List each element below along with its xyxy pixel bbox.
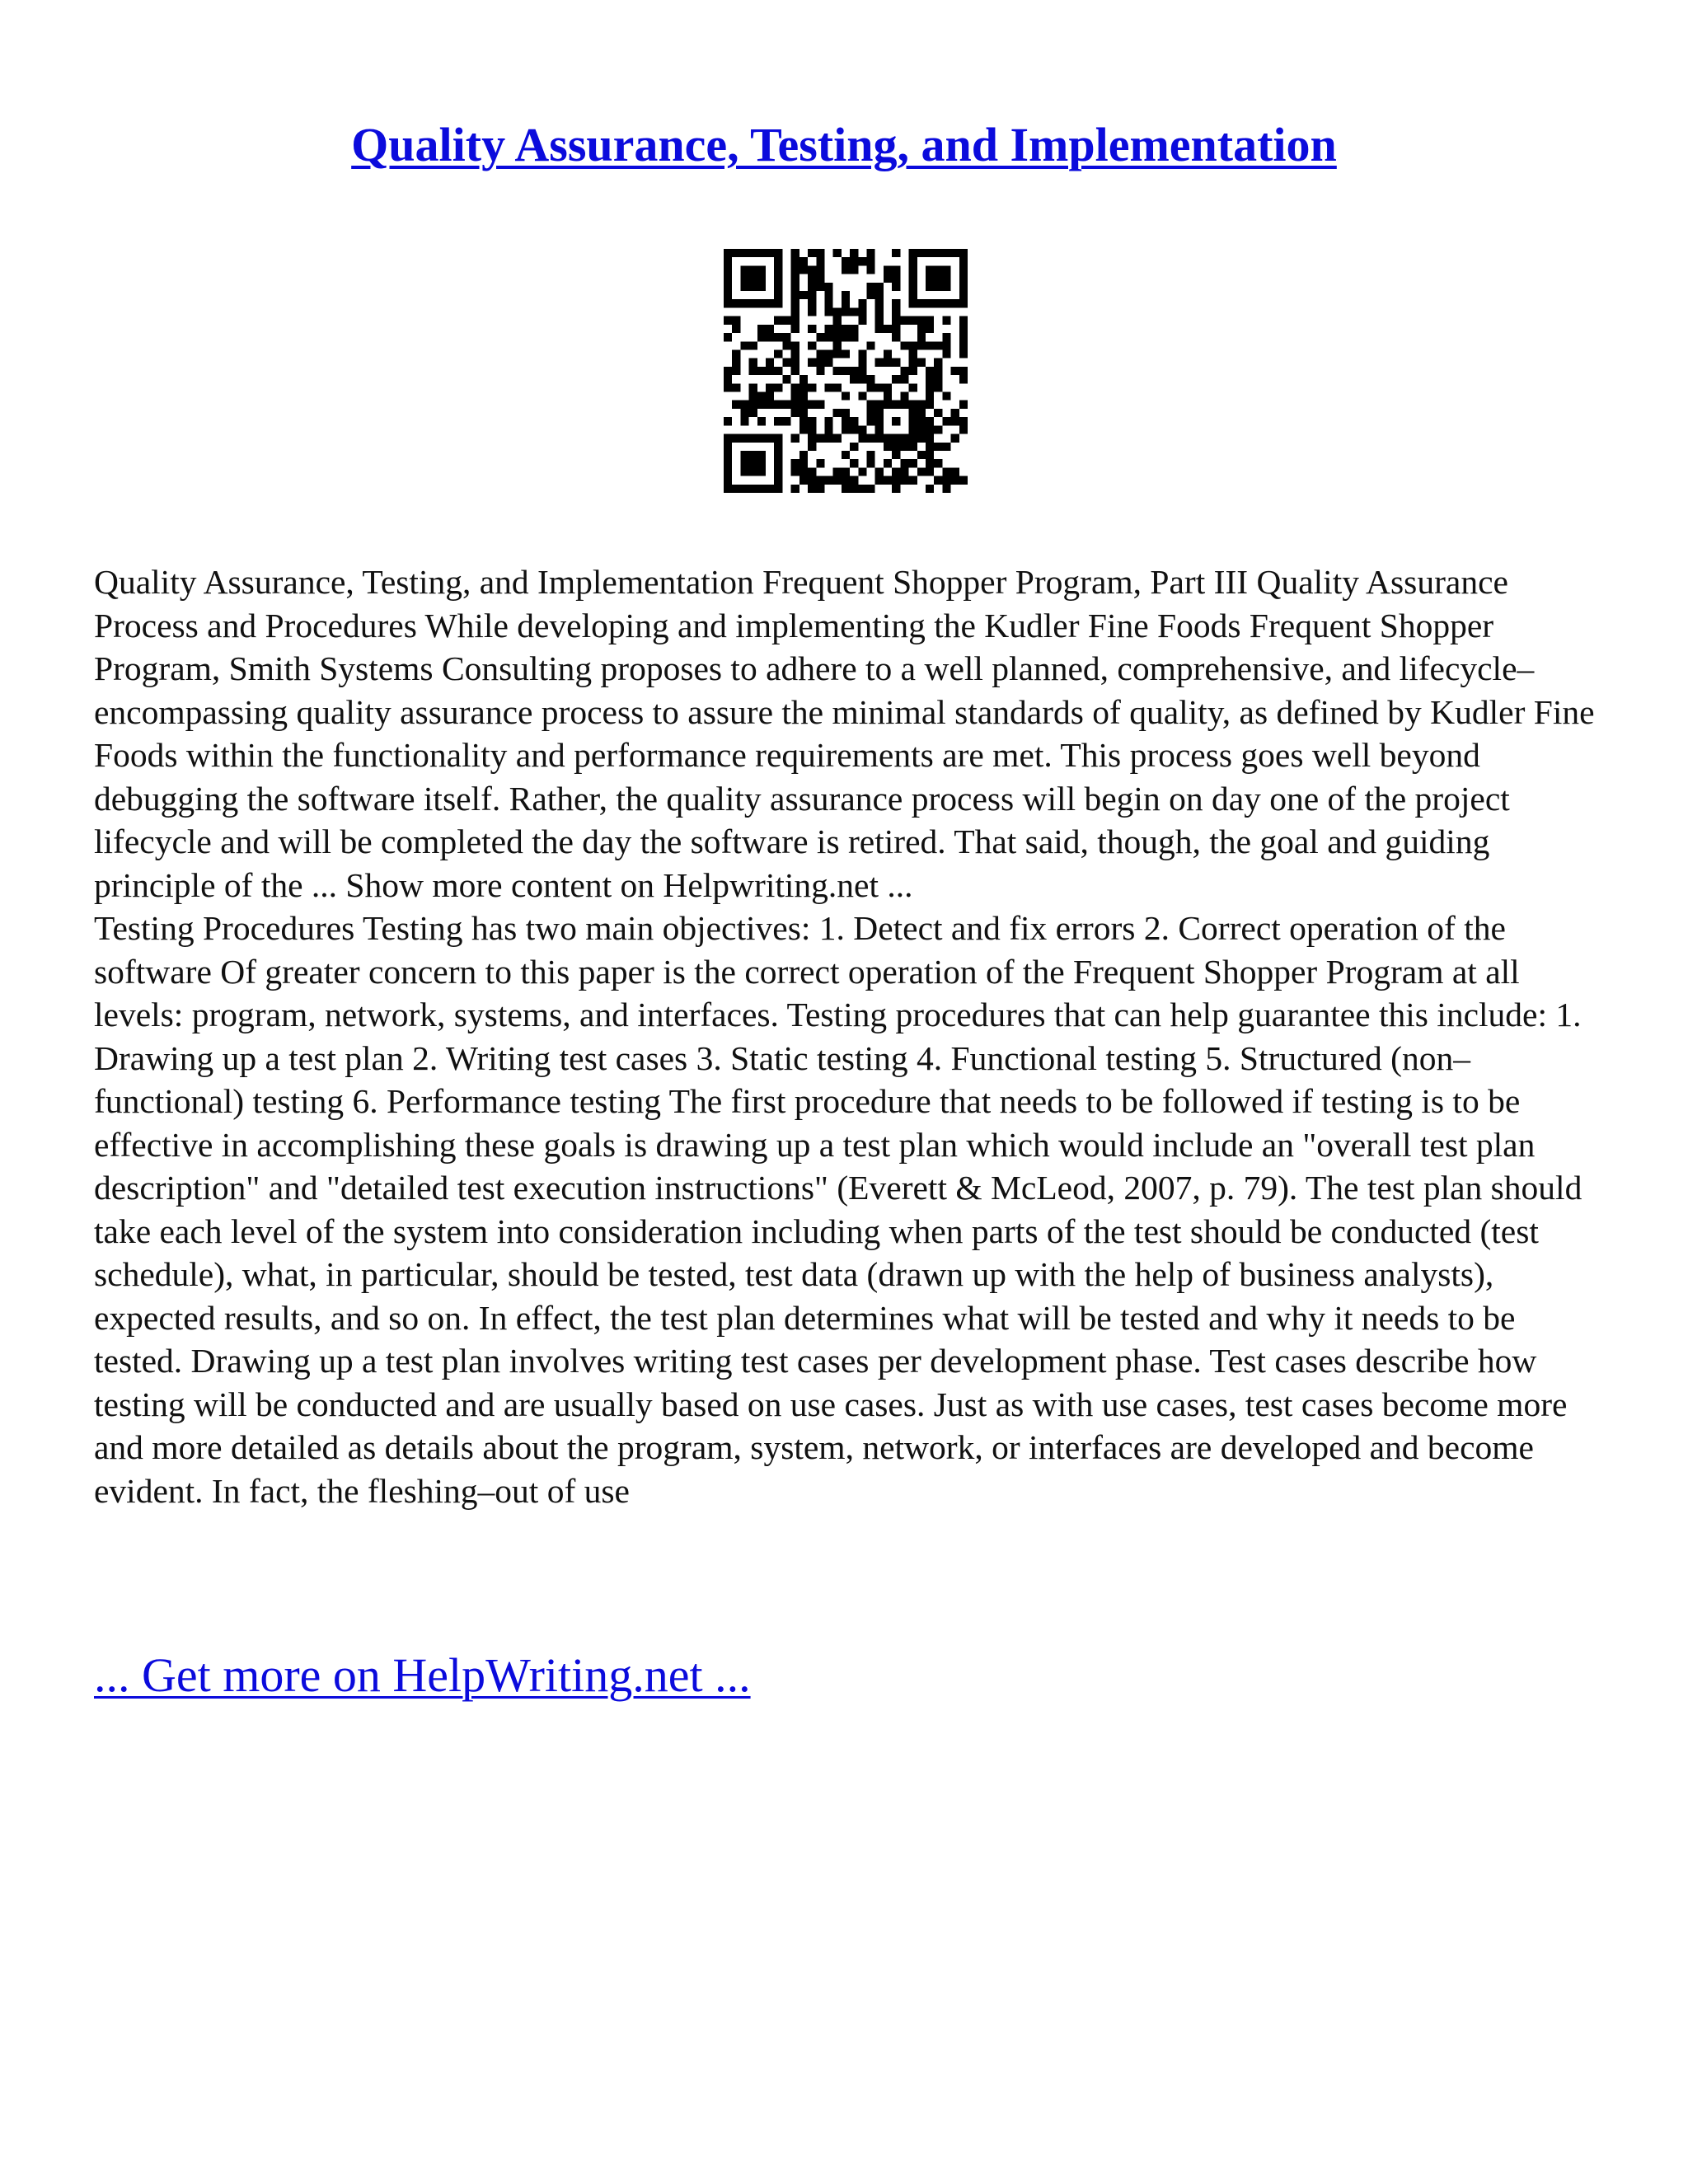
title-link[interactable]: Quality Assurance, Testing, and Implementation [351, 118, 1337, 171]
paragraph-testing-procedures: Testing Procedures Testing has two main objectives: 1. Detect and fix errors 2. Correct operation of the software Of greater concern to this paper is the correct operation of the Frequent Shopper Program at all levels: program, network, systems, and interfaces. Testing procedures that can help guarantee this include: 1. Drawing up a test plan 2. Writing test cases 3. Static testing 4. Functional testing 5. Structured (non–functional) testing 6. Performance testing The first procedure that needs to be followed if testing is to be effective in accomplishing these goals is drawing up a test plan which would include an "overall test plan description" and "detailed test execution instructions" (Everett & McLeod, 2007, p. 79). The test plan should take each level of the system into consideration including when parts of the test should be conducted (test schedule), what, in particular, should be tested, test data (drawn up with the help of business analysts), expected results, and so on. In effect, the test plan determines what will be tested and why it needs to be tested. Drawing up a test plan involves writing test cases per development phase. Test cases describe how testing will be conducted and are usually based on use cases. Just as with use cases, test cases become more and more detailed as details about the program, system, network, or interfaces are developed and become evident. In fact, the fleshing–out of use [94, 909, 1582, 1510]
paragraph-intro: Quality Assurance, Testing, and Implementation Frequent Shopper Program, Part III Quality Assurance Process and Procedures While developing and implementing the Kudler Fine Foods Frequent Shopper Program, Smith Systems Consulting proposes to adhere to a well planned, comprehensive, and lifecycle–encompassing quality assurance process to assure the minimal standards of quality, as defined by Kudler Fine Foods within the functionality and performance requirements are met. This process goes well beyond debugging the software itself. Rather, the quality assurance process will begin on day one of the project lifecycle and will be completed the day the software is retired. That said, though, the goal and guiding principle of the ... Show more content on Helpwriting.net ... [94, 563, 1595, 904]
get-more-link[interactable]: ... Get more on HelpWriting.net ... [94, 1648, 751, 1702]
page-title [0, 114, 1688, 176]
get-more-link-container [94, 1647, 751, 1704]
qr-code-icon [724, 249, 968, 493]
document-body [94, 560, 1602, 1512]
